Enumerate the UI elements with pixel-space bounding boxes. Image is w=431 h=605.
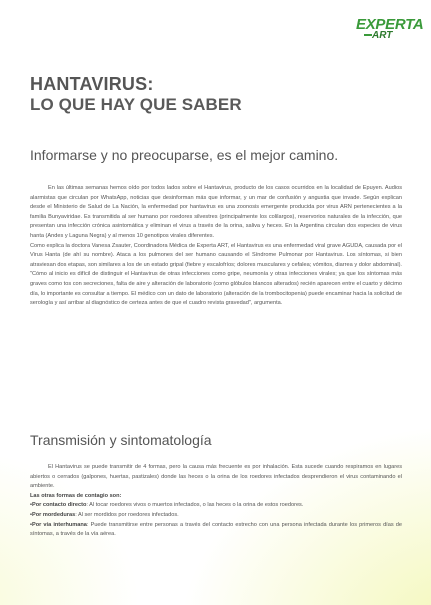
logo-bar xyxy=(364,34,372,36)
experta-art-logo xyxy=(356,16,424,47)
section-heading-transmision: Transmisión y sintomatología xyxy=(30,432,212,448)
list-item-label: Por vía interhumana xyxy=(31,521,87,528)
contagion-list-lead: Las otras formas de contagio son: xyxy=(30,492,122,499)
logo-sub: ART xyxy=(372,30,393,41)
paragraph: El Hantavirus se puede transmitir de 4 formas, pero la causa más frecuente es por inhalación. Esta sucede cuando respiramos en lugares abiertos o cerrados (galpones, huertas, pastizales) donde las heces o la orina de los roedores infectados desprendieron el virus contaminando el ambiente. xyxy=(30,464,402,490)
section-heading-informarse: Informarse y no preocuparse, es el mejor camino. xyxy=(30,147,339,163)
paragraph: Como explica la doctora Vanesa Zsauter, Coordinadora Médica de Experta ART, el Hantavirus es una enfermedad viral grave AGUDA, causada por el Virus Hanta (de ahí su nombre). Ataca a los pulmones del ser humano causando el Síndrome Pulmonar por Hantavirus. Los síntomas, si bien atraviesan dos etapas, son similares a los de un estado gripal (fiebre y escalofríos; dolores musculares y cefalea; vómitos, diarrea y dolor abdominal). "Cómo al inicio es difícil de distinguir el Hantavirus de otras infecciones como gripe, neumonía y otras infecciones virales; ya que los síntomas más graves como tos con secreciones, falta de aire y alteración de laboratorio (como glóbulos blancos alterados) recién aparecen entre el cuarto y décimo día, lo importante es consultar a tiempo. El médico con un dato de laboratorio (alteración de la trombocitopenia) puede encaminar hacia la solicitud de serología y así arribar al diagnóstico de certeza antes de que el cuadro revista gravedad", argumenta. xyxy=(30,242,402,307)
paragraph: En las últimas semanas hemos oído por todos lados sobre el Hantavirus, producto de los casos ocurridos en la localidad de Epuyen. Audios alarmistas que circulan por WhatsApp, noticias que desinforman más que informar, y un mar de confusión y angustia que invade. Según explican desde el Ministerio de Salud de La Nación, la enfermedad por hantavirus es una zoonosis emergente producida por virus ARN pertenecientes a la familia Bunyaviridae. Es transmitida al ser humano por roedores silvestres (principalmente los colilargos), reservorios naturales de la infección, que presentan una infección crónica asintomática y eliminan el virus a través de la orina, saliva y heces. En la Argentina circulan dos especies de virus hanta (Andes y Laguna Negra) y al menos 10 genotipos virales diferentes. xyxy=(30,185,402,239)
list-item xyxy=(30,511,402,521)
bullet-icon: • xyxy=(30,521,32,528)
list-item-label: Por contacto directo xyxy=(31,502,87,509)
logo-wordmark: EXPERTA xyxy=(356,16,424,33)
section-body-transmision xyxy=(30,463,402,540)
list-item xyxy=(30,521,402,540)
bullet-icon: • xyxy=(30,502,32,509)
page-title: HANTAVIRUS: xyxy=(30,74,154,94)
list-item-label: Por mordeduras xyxy=(31,511,76,518)
list-item xyxy=(30,501,402,511)
section-body-informarse xyxy=(30,184,402,309)
list-item-text: : Al tocar roedores vivos o muertos infectados, o las heces o la orina de estos roedores. xyxy=(86,502,304,509)
list-item-text: : Puede transmitirse entre personas a través del contacto estrecho con una persona infectada durante los primeros días de síntomas, a través de la vía aérea. xyxy=(30,521,402,538)
bullet-icon: • xyxy=(30,511,32,518)
list-item-text: : Al ser mordidos por roedores infectados. xyxy=(75,511,179,518)
page-subtitle: LO QUE HAY QUE SABER xyxy=(30,95,242,114)
